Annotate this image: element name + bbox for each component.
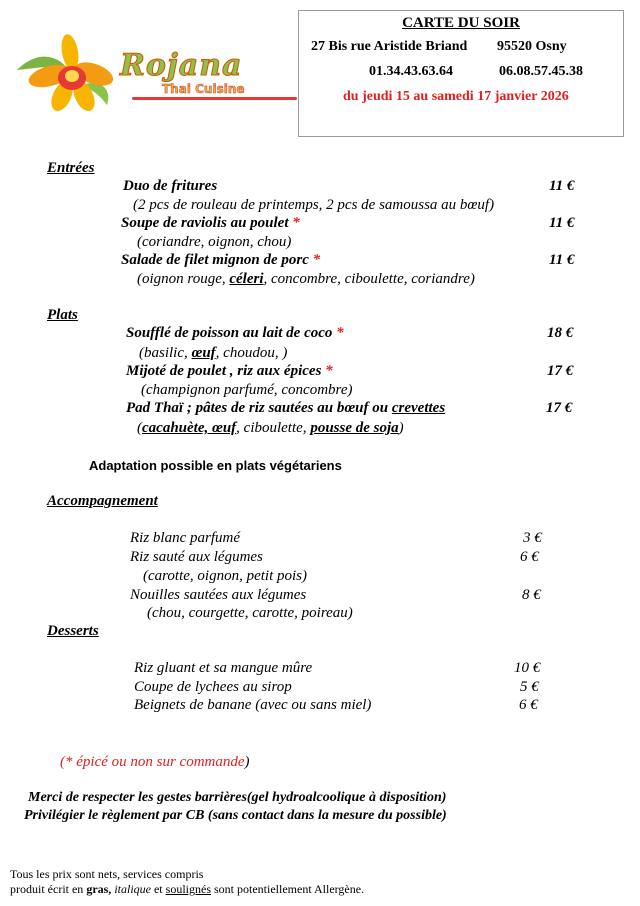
section-accompagnement: Accompagnement <box>47 493 158 509</box>
dish-name: Salade de filet mignon de porc * <box>121 252 321 268</box>
dish-price: 17 € <box>547 363 574 379</box>
dish-name: Mijoté de poulet , riz aux épices * <box>126 363 333 379</box>
item-price: 10 € <box>514 660 541 676</box>
notice-line: Privilégier le règlement par CB (sans contact dans la mesure du possible) <box>24 808 447 823</box>
item-price: 3 € <box>523 530 542 546</box>
dish-price: 11 € <box>549 215 575 231</box>
logo-title: Rojana <box>120 48 243 83</box>
logo <box>12 30 297 115</box>
logo-swoosh <box>132 97 297 100</box>
logo-subtitle: Thai Cuisine <box>162 82 245 96</box>
footer-line-2: produit écrit en gras, italique et soulignés sont potentiellement Allergène. <box>10 882 365 896</box>
item-price: 6 € <box>519 697 538 713</box>
dish-price: 18 € <box>547 325 574 341</box>
dish-name: Soupe de raviolis au poulet * <box>121 215 300 231</box>
notice-line: Merci de respecter les gestes barrières(gel hydroalcoolique à disposition) <box>28 790 447 805</box>
item-name: Riz blanc parfumé <box>130 530 240 546</box>
address: 27 Bis rue Aristide Briand <box>311 39 468 54</box>
section-desserts: Desserts <box>47 623 99 639</box>
footer-line-1: Tous les prix sont nets, services compris <box>10 867 204 881</box>
dish-name: Soufflé de poisson au lait de coco * <box>126 325 344 341</box>
item-description: (carotte, oignon, petit pois) <box>143 568 308 584</box>
item-name: Riz sauté aux légumes <box>130 549 263 565</box>
item-price: 8 € <box>522 587 541 603</box>
spicy-note: (* épicé ou non sur commande) <box>60 754 250 770</box>
item-price: 5 € <box>520 679 539 695</box>
header-box <box>298 10 624 137</box>
dish-description: (champignon parfumé, concombre) <box>141 382 353 398</box>
dish-description: (2 pcs de rouleau de printemps, 2 pcs de samoussa au bœuf) <box>133 197 495 213</box>
dish-name: Duo de fritures <box>123 178 218 194</box>
vegetarian-note: Adaptation possible en plats végétariens <box>89 458 342 473</box>
item-description: (chou, courgette, carotte, poireau) <box>147 605 353 621</box>
item-name: Nouilles sautées aux légumes <box>130 587 307 603</box>
item-name: Beignets de banane (avec ou sans miel) <box>134 697 372 713</box>
dish-description: (cacahuète, œuf, ciboulette, pousse de soja) <box>137 420 404 436</box>
date-range: du jeudi 15 au samedi 17 janvier 2026 <box>343 89 569 104</box>
section-plats: Plats <box>47 307 78 323</box>
phone-2: 06.08.57.45.38 <box>499 64 583 79</box>
section-entrees: Entrées <box>47 160 95 176</box>
dish-price: 11 € <box>549 178 575 194</box>
dish-price: 11 € <box>549 252 575 268</box>
dish-description: (coriandre, oignon, chou) <box>137 234 292 250</box>
dish-description: (basilic, œuf, choudou, ) <box>139 345 288 361</box>
postal-code: 95520 Osny <box>497 39 567 54</box>
item-name: Coupe de lychees au sirop <box>134 679 292 695</box>
dish-description: (oignon rouge, céleri, concombre, ciboulette, coriandre) <box>137 271 475 287</box>
item-name: Riz gluant et sa mangue mûre <box>134 660 313 676</box>
item-price: 6 € <box>520 549 539 565</box>
dish-name: Pad Thaï ; pâtes de riz sautées au bœuf ou crevettes <box>126 400 446 416</box>
dish-price: 17 € <box>546 400 573 416</box>
menu-title: CARTE DU SOIR <box>402 15 520 31</box>
phone-1: 01.34.43.63.64 <box>369 64 453 79</box>
